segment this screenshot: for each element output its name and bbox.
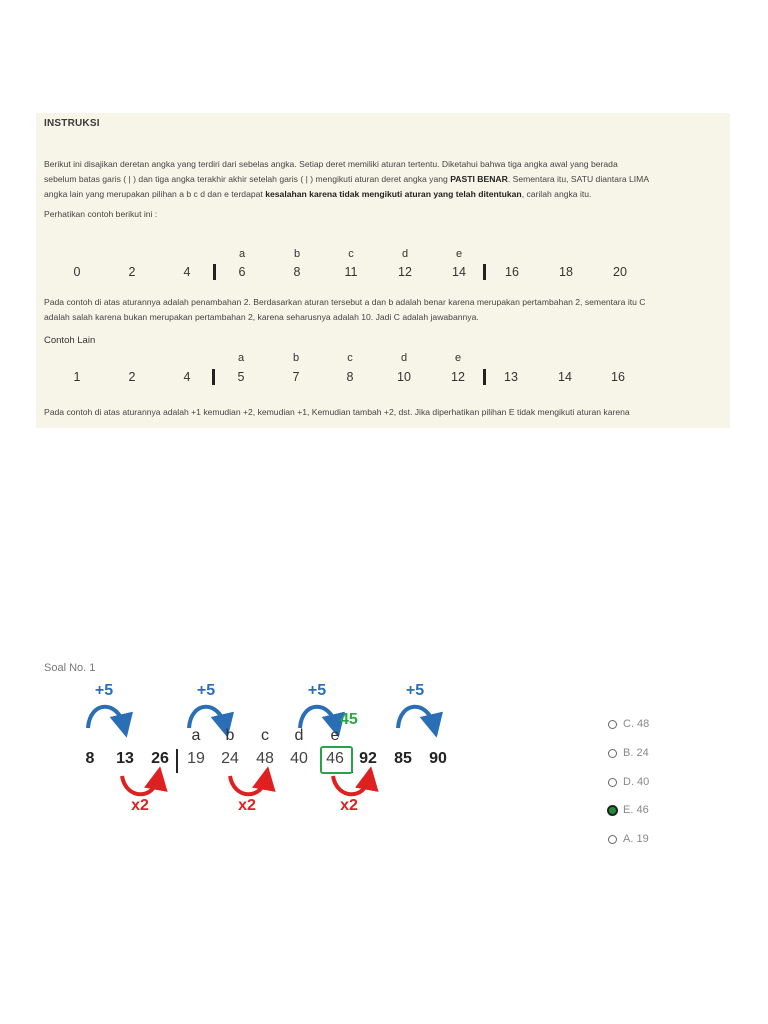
- curved-arrow-icon: [300, 707, 336, 728]
- choice-letter: e: [455, 248, 463, 260]
- choice-letter: b: [293, 248, 301, 260]
- sequence-number: 13: [116, 750, 134, 767]
- sequence-number: 2: [128, 265, 136, 279]
- plus-label: +5: [405, 682, 425, 699]
- instruction-line-2-bold: PASTI BENAR: [450, 174, 508, 184]
- curved-arrow-icon: [189, 707, 225, 728]
- choice-letter: a: [238, 248, 246, 260]
- sequence-number: 85: [394, 750, 412, 767]
- sequence-number: 16: [505, 265, 519, 279]
- radio-icon[interactable]: [608, 778, 617, 787]
- curved-arrow-icon: [122, 776, 158, 794]
- sequence-number: 12: [451, 370, 465, 384]
- radio-icon[interactable]: [608, 720, 617, 729]
- choice-letter: a: [237, 352, 245, 364]
- sequence-number: 20: [613, 265, 627, 279]
- choice-letter: d: [401, 248, 409, 260]
- answer-option[interactable]: [608, 775, 649, 789]
- choice-letter: e: [330, 727, 340, 744]
- times-label: x2: [238, 797, 256, 814]
- instruction-line-1: Berikut ini disajikan deretan angka yang terdiri dari sebelas angka. Setiap deret memiliki aturan tertentu. Diketahui bahwa tiga angka awal yang berada: [44, 159, 618, 169]
- curved-arrow-icon: [398, 707, 434, 728]
- sequence-number: 11: [344, 265, 358, 279]
- example-2-title: Contoh Lain: [44, 335, 96, 346]
- instruction-title: INSTRUKSI: [44, 118, 100, 129]
- sequence-number: 14: [558, 370, 572, 384]
- sequence-number: 8: [293, 265, 301, 279]
- question-label: Soal No. 1: [44, 662, 96, 674]
- choice-letter: c: [347, 352, 353, 364]
- sequence-number: 92: [359, 750, 377, 767]
- curved-arrow-icon: [88, 707, 124, 728]
- answer-highlight-box: [320, 746, 353, 774]
- sequence-divider: [176, 749, 178, 773]
- radio-selected-icon[interactable]: [607, 805, 618, 816]
- times-arrow-icons: [122, 776, 369, 794]
- plus-label: +5: [94, 682, 114, 699]
- explanation-2: Pada contoh di atas aturannya adalah +1 kemudian +2, kemudian +1, Kemudian tambah +2, dst. Jika diperhatikan pilihan E tidak mengikuti aturan karena: [44, 407, 630, 417]
- answer-option-label: D. 40: [623, 776, 650, 788]
- answer-option[interactable]: [608, 746, 649, 760]
- instruction-line-3-bold: kesalahan karena tidak mengikuti aturan yang telah ditentukan: [265, 189, 522, 199]
- instruction-line-3-text: angka lain yang merupakan pilihan a b c d dan e terdapat: [44, 189, 266, 199]
- sequence-number: 10: [397, 370, 411, 384]
- choice-letter: b: [225, 727, 235, 744]
- sequence-number: 4: [183, 265, 191, 279]
- sequence-number: 2: [128, 370, 136, 384]
- choice-letter: c: [261, 727, 269, 744]
- sequence-number: 7: [292, 370, 300, 384]
- radio-icon[interactable]: [608, 835, 617, 844]
- sequence-number: 24: [221, 750, 239, 767]
- choice-letter: d: [294, 727, 304, 744]
- sequence-number: 12: [398, 265, 412, 279]
- instruction-line-2-text: sebelum batas garis ( | ) dan tiga angka terakhir akhir setelah garis ( | ) mengikuti aturan deret angka yang: [44, 174, 451, 184]
- plus-label: +5: [196, 682, 216, 699]
- sequence-number: 14: [452, 265, 466, 279]
- sequence-number: 40: [290, 750, 308, 767]
- plus-label: +5: [307, 682, 327, 699]
- sequence-number: 4: [183, 370, 191, 384]
- answer-option-label: C. 48: [623, 718, 650, 730]
- sequence-number: 90: [429, 750, 447, 767]
- answer-option-label: A. 19: [623, 833, 649, 845]
- example-intro: Perhatikan contoh berikut ini :: [44, 209, 158, 219]
- instruction-line-3-tail: , carilah angka itu.: [521, 189, 592, 199]
- times-label: x2: [131, 797, 149, 814]
- sequence-number: 19: [187, 750, 205, 767]
- answer-option[interactable]: [608, 803, 649, 817]
- choice-letter: e: [454, 352, 462, 364]
- curved-arrow-icon: [333, 776, 369, 794]
- choice-letter: c: [348, 248, 354, 260]
- sequence-number: 16: [611, 370, 625, 384]
- sequence-number: 1: [73, 370, 81, 384]
- choice-letter: a: [191, 727, 201, 744]
- sequence-number: 48: [256, 750, 274, 767]
- sequence-number: 0: [73, 265, 81, 279]
- explanation-1-line-2: adalah salah karena bukan merupakan pertambahan 2, karena seharusnya adalah 10. Jadi C adalah jawabannya.: [44, 312, 479, 322]
- answer-option-label: E. 46: [623, 804, 649, 816]
- times-label: x2: [340, 797, 358, 814]
- answer-option-label: B. 24: [623, 747, 649, 759]
- answer-option[interactable]: [608, 832, 649, 846]
- correct-value: 45: [340, 711, 358, 728]
- answer-option[interactable]: [608, 717, 649, 731]
- sequence-number: 26: [151, 750, 169, 767]
- sequence-number: 18: [559, 265, 573, 279]
- sequence-number: 46: [326, 750, 344, 767]
- sequence-number: 8: [85, 750, 95, 767]
- instruction-line-2-tail: . Sementara itu, SATU diantara LIMA: [507, 174, 650, 184]
- choice-letter: b: [292, 352, 300, 364]
- curved-arrow-icon: [230, 776, 266, 794]
- sequence-number: 8: [346, 370, 354, 384]
- choice-letter: d: [400, 352, 408, 364]
- plus-arrow-icons: [88, 707, 434, 728]
- sequence-number: 5: [237, 370, 245, 384]
- explanation-1-line-1: Pada contoh di atas aturannya adalah penambahan 2. Berdasarkan aturan tersebut a dan b adalah benar karena merupakan pertambahan 2, sementara itu C: [44, 297, 646, 307]
- sequence-number: 13: [504, 370, 518, 384]
- sequence-number: 6: [238, 265, 246, 279]
- radio-icon[interactable]: [608, 749, 617, 758]
